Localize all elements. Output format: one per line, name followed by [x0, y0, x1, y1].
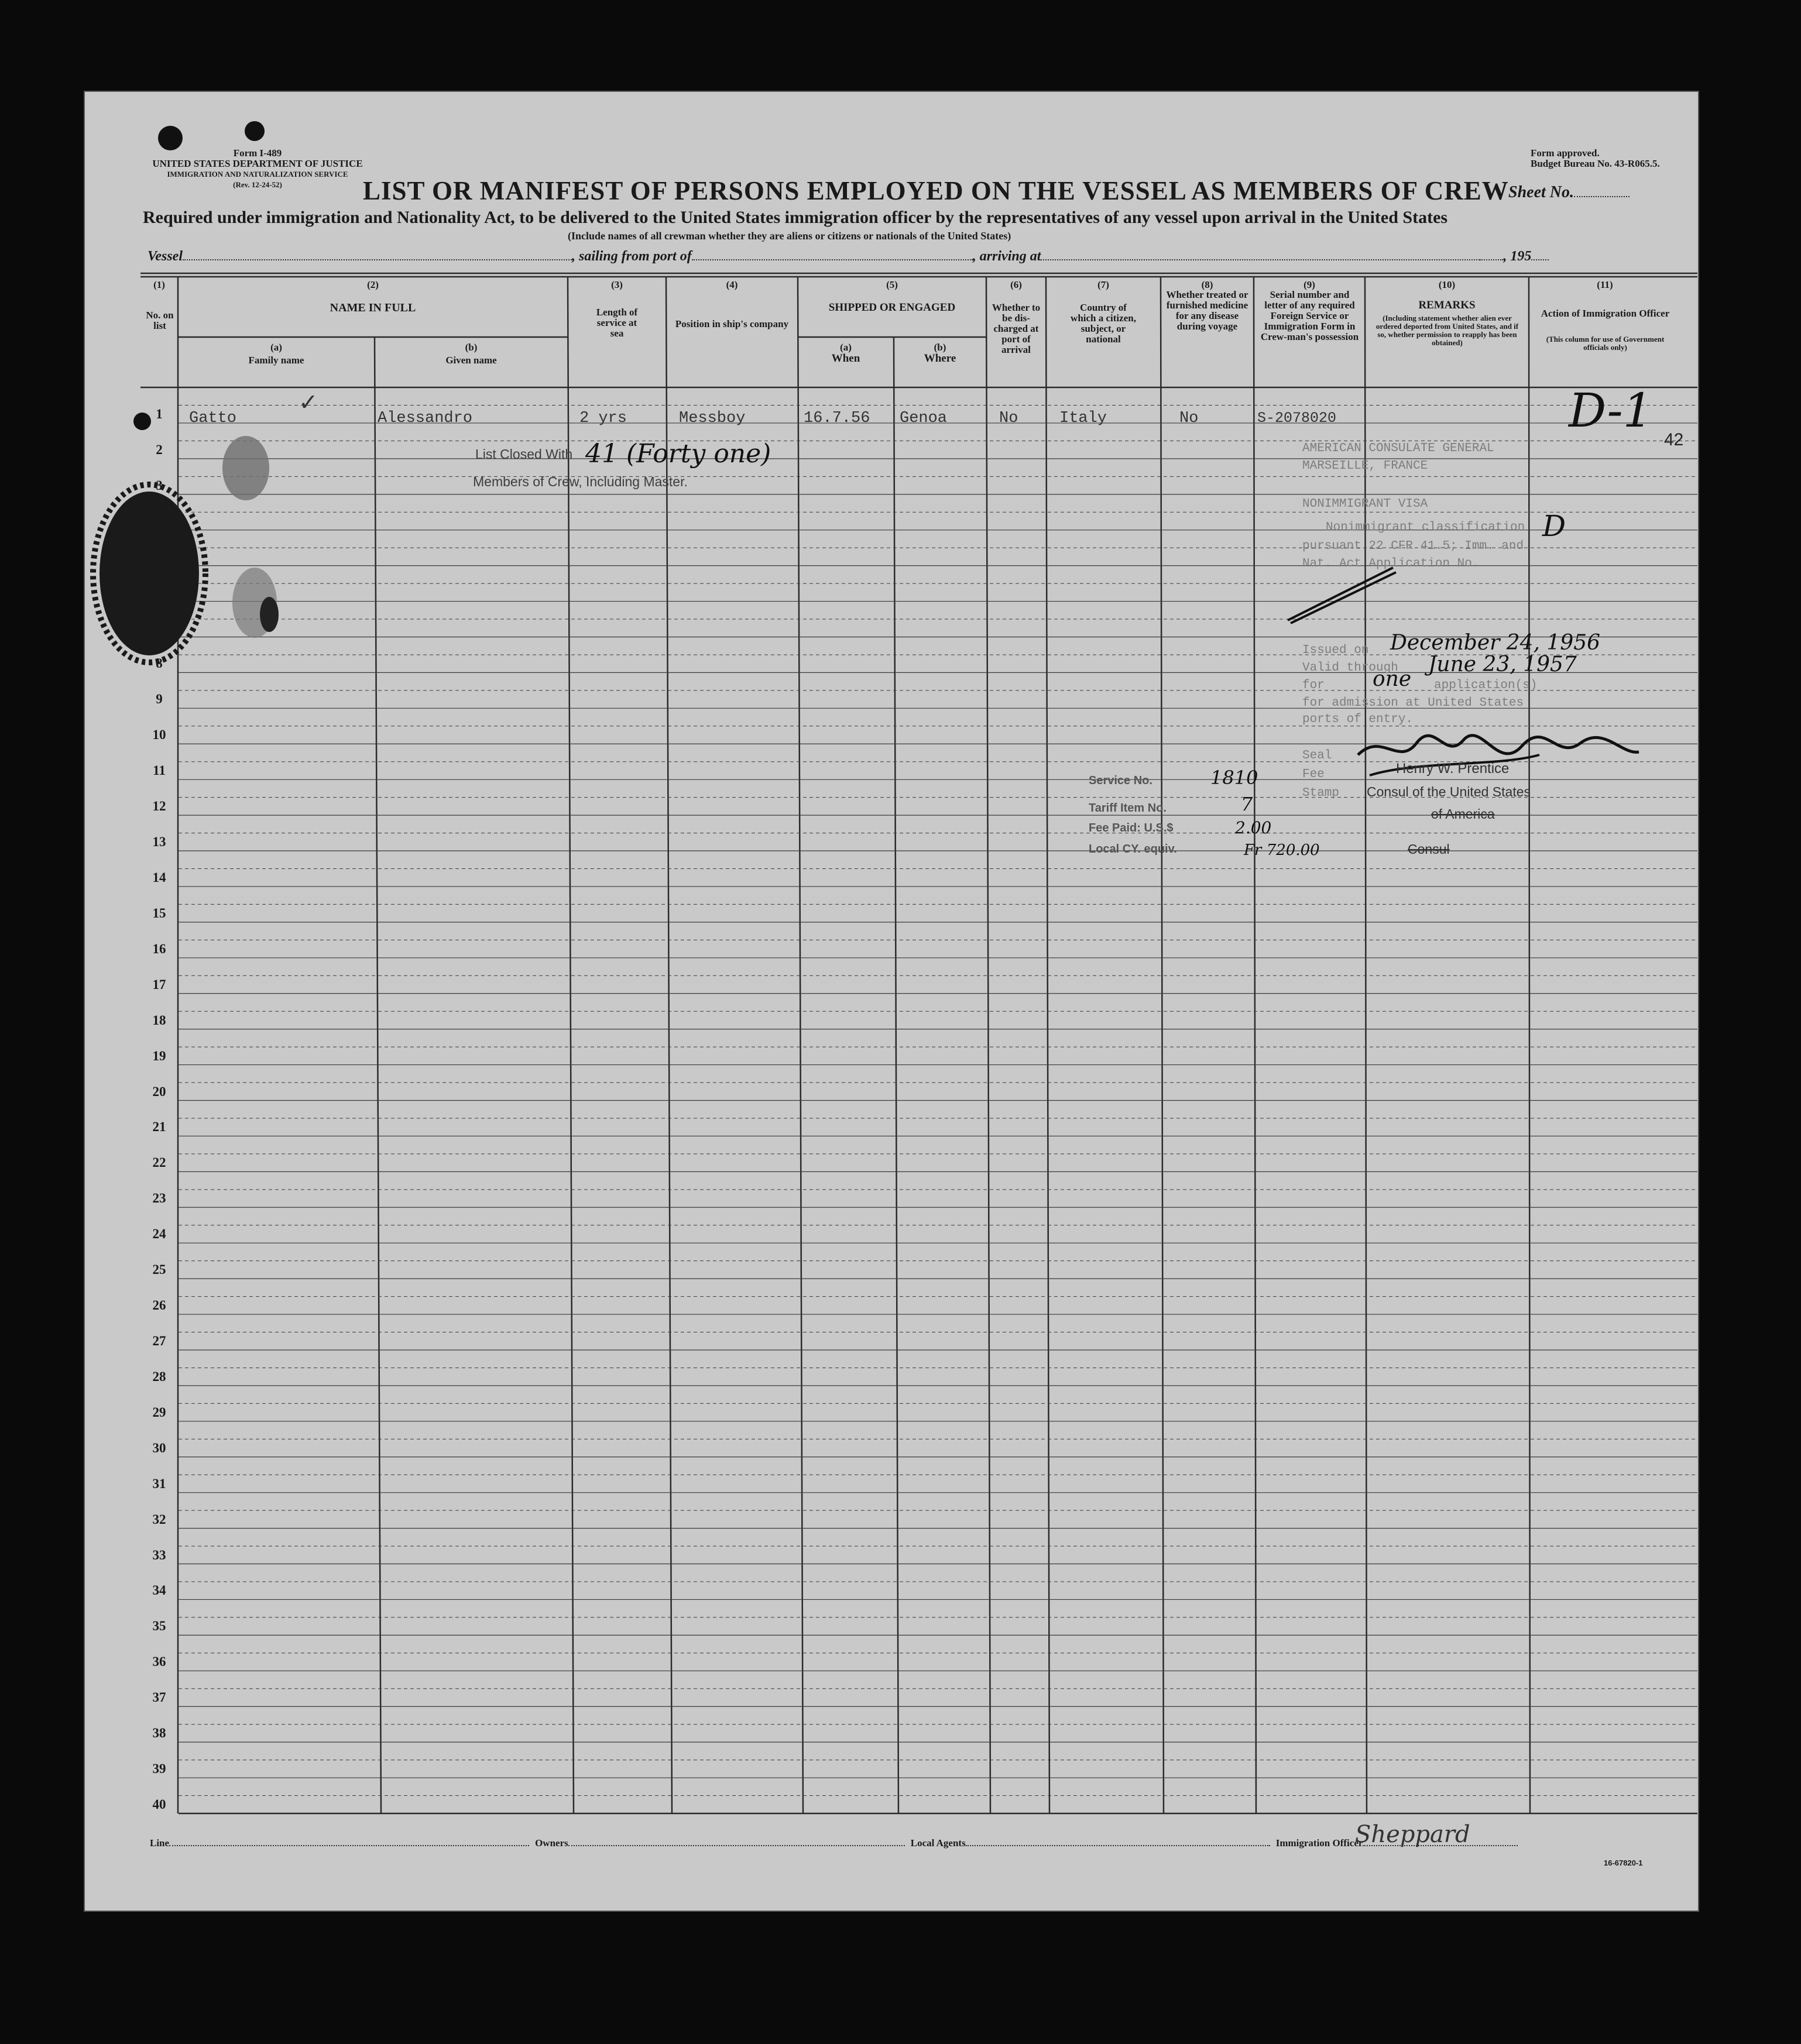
- budget-bureau: Budget Bureau No. 43-R065.5.: [1531, 158, 1660, 169]
- strike-mark-icon: [1282, 562, 1399, 626]
- col4-label: Position in ship's company: [675, 318, 789, 329]
- manifest-note: (Include names of all crewman whether they are aliens or citizens or nationals of the United States): [568, 230, 1011, 242]
- consul-title3: Consul: [1408, 841, 1450, 857]
- row-number: 34: [152, 1583, 166, 1598]
- footer-owners-field[interactable]: [568, 1845, 905, 1846]
- footer-agents-label: Local Agents: [910, 1837, 966, 1849]
- visa-seal-label: Seal: [1302, 749, 1332, 762]
- footer-agents-field[interactable]: [966, 1845, 1270, 1846]
- col5-label: SHIPPED OR ENGAGED: [828, 301, 956, 314]
- footer-line-field[interactable]: [169, 1845, 529, 1846]
- list-closed-handwritten: 41 (Forty one): [585, 439, 771, 469]
- entry-when[interactable]: 16.7.56: [804, 410, 870, 427]
- row-number: 11: [153, 763, 166, 778]
- year-label: , 195: [1503, 249, 1532, 264]
- col6-number: (6): [1010, 279, 1022, 290]
- officer-signature: Sheppard: [1355, 1821, 1470, 1848]
- department: UNITED STATES DEPARTMENT OF JUSTICE: [152, 158, 363, 169]
- col8-label: Whether treated or furnished medicine for any disease during voyage: [1166, 289, 1248, 332]
- entry-given-name[interactable]: Alessandro: [378, 410, 473, 427]
- entry-serial[interactable]: S-2078020: [1257, 410, 1337, 427]
- row-number: 30: [152, 1440, 166, 1455]
- col5-number: (5): [886, 279, 898, 290]
- list-closed-line1: List Closed With: [475, 446, 573, 462]
- visa-ports-line: ports of entry.: [1302, 713, 1414, 726]
- smudge-icon: [211, 427, 328, 644]
- footer-line-label: Line: [150, 1837, 170, 1849]
- consul-name: Henry W. Prentice: [1396, 761, 1510, 777]
- col9-number: (9): [1303, 279, 1315, 290]
- col5b-number: (b): [934, 342, 946, 353]
- visa-valid-label: Valid through: [1302, 661, 1398, 675]
- visa-class-handwritten: D: [1542, 509, 1566, 543]
- row-number: 1: [156, 406, 163, 421]
- visa-stamp-label: Stamp: [1302, 786, 1340, 800]
- vessel-label: Vessel: [147, 249, 183, 264]
- form-approved: Form approved.: [1531, 147, 1600, 159]
- col9-label: Serial number and letter of any required Foreign Service or Immigration Form in Crew-man's possession: [1260, 289, 1359, 342]
- row-number: 36: [152, 1654, 166, 1669]
- action-mark: D-1: [1569, 383, 1653, 438]
- entry-family-name[interactable]: Gatto: [189, 410, 237, 427]
- fee-service-number: 1810: [1210, 767, 1258, 789]
- col2b-number: (b): [465, 342, 478, 353]
- row-number: 3: [156, 477, 163, 493]
- row-number: 18: [152, 1012, 166, 1028]
- punch-hole-icon: [245, 121, 265, 141]
- check-mark-icon: ✓: [299, 389, 318, 415]
- row-number: 22: [152, 1155, 166, 1170]
- row-number: 20: [152, 1084, 166, 1099]
- col7-label: Country of which a citizen, subject, or national: [1071, 302, 1136, 345]
- row-number: 2: [156, 442, 163, 457]
- visa-for-count: one: [1373, 667, 1412, 691]
- fee-paid-amount: 2.00: [1235, 818, 1272, 837]
- fee-paid-label: Fee Paid: U.S.$: [1089, 822, 1174, 834]
- row-number: 8: [156, 656, 163, 671]
- row-number: 40: [152, 1797, 166, 1812]
- visa-stamp-line3: NONIMMIGRANT VISA: [1302, 497, 1428, 511]
- arriving-label: , arriving at: [972, 249, 1041, 264]
- row-number: 16: [152, 941, 166, 956]
- visa-valid-date: June 23, 1957: [1428, 652, 1577, 676]
- row-number: 29: [152, 1404, 166, 1420]
- visa-for-label: for: [1302, 679, 1325, 692]
- punch-hole-icon: [133, 413, 151, 430]
- row-number: 14: [152, 870, 166, 885]
- col2b-label: Given name: [445, 355, 497, 366]
- row-number: 26: [152, 1298, 166, 1313]
- fee-local-amount: Fr 720.00: [1244, 841, 1320, 859]
- visa-admission-line: for admission at United States: [1302, 696, 1524, 710]
- col10-label: REMARKS: [1418, 299, 1476, 311]
- service-name: IMMIGRATION AND NATURALIZATION SERVICE: [167, 170, 348, 178]
- col11-number: (11): [1597, 279, 1613, 290]
- sheet-number-field[interactable]: [1508, 183, 1630, 202]
- form-code: 16-67820-1: [1604, 1859, 1643, 1867]
- fee-tariff-number: 7: [1241, 793, 1253, 815]
- row-number: 10: [152, 727, 166, 743]
- vessel-line: [147, 249, 1684, 264]
- col2a-label: Family name: [248, 355, 304, 366]
- manifest-subtitle: Required under immigration and Nationality Act, to be delivered to the United States immigration officer by the representatives of any vessel upon arrival in the United States: [143, 208, 1448, 227]
- row-number: 21: [152, 1119, 166, 1135]
- sheet-number-label: Sheet No.: [1508, 183, 1574, 201]
- entry-position[interactable]: Messboy: [679, 410, 746, 427]
- col2a-number: (a): [270, 342, 282, 353]
- col8-number: (8): [1201, 279, 1213, 290]
- row-number: 13: [152, 834, 166, 850]
- col3-number: (3): [611, 279, 623, 290]
- col1-number: (1): [153, 279, 165, 290]
- page-mark: 42: [1664, 430, 1684, 449]
- fee-tariff-label: Tariff Item No.: [1089, 802, 1167, 815]
- row-number: 35: [152, 1619, 166, 1634]
- row-number: 38: [152, 1726, 166, 1741]
- fee-local-label: Local CY. equiv.: [1089, 843, 1177, 856]
- sailing-port-field[interactable]: [692, 259, 973, 260]
- visa-stamp-line6: Nat. Act Application No.: [1302, 557, 1480, 571]
- fee-service-label: Service No.: [1089, 774, 1152, 787]
- visa-stamp-line4: Nonimmigrant classification: [1326, 521, 1525, 534]
- row-number: 39: [152, 1761, 166, 1777]
- row-number: 37: [152, 1690, 166, 1705]
- entry-length-of-service[interactable]: 2 yrs: [579, 410, 627, 427]
- row-number: 9: [156, 692, 163, 707]
- vessel-field[interactable]: [183, 259, 572, 260]
- col1-label: No. on list: [146, 310, 174, 331]
- col6-label: Whether to be dis-charged at port of arrival: [992, 302, 1041, 355]
- visa-issued-label: Issued on: [1302, 644, 1369, 657]
- visa-stamp-line1: AMERICAN CONSULATE GENERAL: [1302, 442, 1494, 455]
- entry-discharged[interactable]: No: [999, 410, 1018, 427]
- row-number: 27: [152, 1333, 166, 1348]
- row-number: 19: [152, 1048, 166, 1063]
- row-number: 25: [152, 1262, 166, 1277]
- punch-hole-icon: [158, 126, 183, 150]
- col11-label: Action of Immigration Officer: [1541, 308, 1670, 319]
- entry-country[interactable]: Italy: [1059, 410, 1107, 427]
- row-number: 24: [152, 1227, 166, 1242]
- row-number: 28: [152, 1369, 166, 1384]
- col4-number: (4): [726, 279, 738, 290]
- manifest-title: LIST OR MANIFEST OF PERSONS EMPLOYED ON THE VESSEL AS MEMBERS OF CREW: [363, 176, 1509, 205]
- col2-label: NAME IN FULL: [330, 301, 416, 314]
- consul-title2: of America: [1431, 806, 1495, 822]
- footer-officer-label: Immigration Officer: [1275, 1837, 1363, 1849]
- visa-fee-label: Fee: [1302, 768, 1325, 781]
- embossed-seal-icon: [88, 477, 211, 667]
- col7-number: (7): [1097, 279, 1109, 290]
- visa-stamp-line2: MARSEILLE, FRANCE: [1302, 459, 1428, 473]
- form-header-left: [140, 148, 375, 190]
- visa-issued-date: December 24, 1956: [1390, 631, 1601, 655]
- sailing-label: , sailing from port of: [572, 249, 692, 264]
- entry-where[interactable]: Genoa: [900, 410, 948, 427]
- visa-stamp-line5: pursuant 22 CFR 41.5; Imm. and: [1302, 540, 1524, 553]
- consul-title1: Consul of the United States: [1367, 784, 1531, 799]
- row-number: 23: [152, 1191, 166, 1206]
- col5a-number: (a): [840, 342, 852, 353]
- entry-medicine[interactable]: No: [1179, 410, 1199, 427]
- col11-note: (This column for use of Government officials only): [1546, 335, 1665, 352]
- row-number: 33: [152, 1547, 166, 1562]
- row-number: 17: [152, 977, 166, 992]
- list-closed-line2: Members of Crew, Including Master.: [473, 474, 688, 489]
- arriving-field[interactable]: [1041, 259, 1480, 260]
- row-number: 15: [152, 905, 166, 920]
- col5b-label: Where: [924, 352, 956, 365]
- row-number: 12: [152, 799, 166, 814]
- col2-number: (2): [367, 279, 379, 290]
- col5a-label: When: [831, 352, 860, 365]
- visa-application-label: application(s): [1434, 679, 1538, 692]
- col3-label: Length of service at sea: [596, 307, 638, 339]
- footer-owners-label: Owners: [535, 1837, 568, 1849]
- form-header-right: [1531, 148, 1660, 169]
- col10-number: (10): [1438, 279, 1456, 290]
- revision: (Rev. 12-24-52): [233, 180, 282, 189]
- row-number: 32: [152, 1511, 166, 1527]
- row-number: 31: [152, 1476, 166, 1491]
- form-number: Form I-489: [233, 147, 282, 159]
- col10-note: (Including statement whether alien ever ordered deported from United States, and if so, whether permission to reapply has been obtained): [1375, 314, 1519, 347]
